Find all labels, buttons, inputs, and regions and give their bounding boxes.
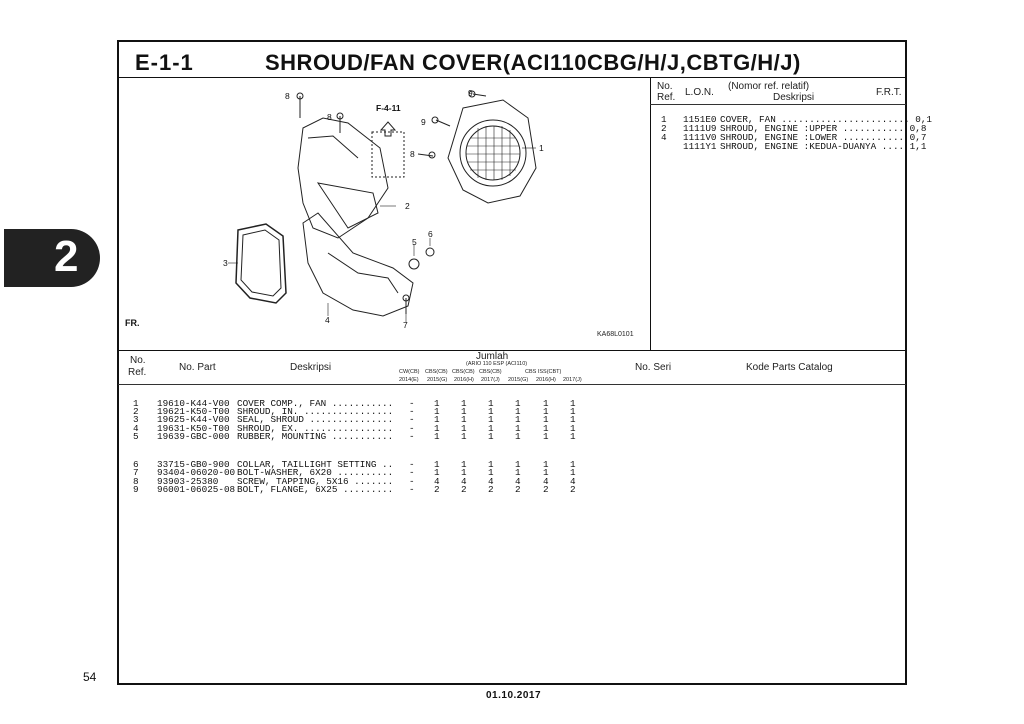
callout-9a: 9 — [468, 88, 473, 98]
callout-8a: 8 — [285, 91, 290, 101]
qty-col-bot: 2014(E) — [399, 377, 419, 383]
lon-col-lon: L.O.N. — [685, 87, 714, 98]
part-row-qty: 1 — [488, 467, 494, 478]
qty-col-bot: 2016(H) — [454, 377, 474, 383]
part-row-qty: 1 — [543, 467, 549, 478]
qty-col-bot: 2017(J) — [481, 377, 500, 383]
callout-8c: 8 — [410, 149, 415, 159]
lon-col-no: No. — [657, 81, 673, 92]
part-row-qty: - — [409, 406, 415, 417]
lon-row-lon: 1111U9 — [683, 123, 717, 134]
parts-qty-subheader: (ARIO 110 ESP (ACI110) — [466, 361, 528, 367]
part-row-number: 93404-06020-00 — [157, 467, 236, 478]
part-row-qty: 1 — [434, 414, 440, 425]
part-row-qty: 1 — [461, 431, 467, 442]
part-row-qty: 1 — [570, 414, 576, 425]
part-row-qty: - — [409, 459, 415, 470]
part-row-number: 96001-06025-08 — [157, 484, 236, 495]
part-row-ref: 5 — [133, 431, 139, 442]
page-number: 54 — [83, 670, 97, 684]
section-tab-label: 2 — [54, 232, 79, 281]
exploded-diagram — [118, 78, 648, 353]
up-arrow-icon — [381, 122, 395, 136]
part-row-qty: 1 — [434, 459, 440, 470]
lon-row-desc: SHROUD, ENGINE :LOWER ........... 0,7 — [720, 132, 927, 143]
front-direction-label: FR. — [125, 318, 140, 328]
part-row-qty: 1 — [461, 423, 467, 434]
part-row-qty: 1 — [543, 414, 549, 425]
qty-col-bot: 2016(H) — [536, 377, 556, 383]
revision-date: 01.10.2017 — [486, 690, 542, 701]
part-row-qty: 4 — [434, 476, 440, 487]
part-row-qty: 2 — [461, 484, 467, 495]
part-row-qty: 1 — [570, 423, 576, 434]
shroud-diagram-svg — [118, 78, 648, 348]
part-row-number: 93903-25380 — [157, 476, 219, 487]
lon-row-no: 2 — [661, 123, 667, 134]
part-row-qty: 1 — [488, 406, 494, 417]
callout-6: 6 — [428, 229, 433, 239]
part-row-qty: 1 — [488, 459, 494, 470]
part-row-qty: 1 — [488, 414, 494, 425]
part-row-description: SHROUD, IN. ................ — [237, 406, 394, 417]
part-row-qty: - — [409, 431, 415, 442]
part-row-description: COVER COMP., FAN ........... — [237, 398, 394, 409]
leader-lines — [228, 148, 536, 322]
part-row-qty: 2 — [543, 484, 549, 495]
lon-header-divider — [650, 104, 906, 105]
part-row-ref: 4 — [133, 423, 139, 434]
part-row-ref: 3 — [133, 414, 139, 425]
qty-col-bot: 2015(G) — [508, 377, 529, 383]
lon-row-no: 1 — [661, 114, 667, 125]
parts-header-divider — [118, 384, 906, 385]
part-row-qty: 2 — [488, 484, 494, 495]
f411-reference: F-4-11 — [376, 103, 401, 113]
diagram-image-code: KA68L0101 — [597, 331, 634, 338]
lon-row-lon: 1151E0 — [683, 114, 717, 125]
part-row-ref: 7 — [133, 467, 139, 478]
part-row-qty: 1 — [543, 406, 549, 417]
callout-1: 1 — [539, 143, 544, 153]
parts-col-qty: Jumlah — [476, 351, 509, 362]
callout-8b: 8 — [327, 112, 332, 122]
parts-col-serial: No. Seri — [635, 362, 672, 373]
part-row-qty: 1 — [515, 467, 521, 478]
lon-col-desc-top: (Nomor ref. relatif) — [728, 81, 810, 92]
section-code: E-1-1 — [135, 50, 194, 75]
part-row-qty: 4 — [461, 476, 467, 487]
part-row-qty: 1 — [461, 467, 467, 478]
part-row-qty: 1 — [570, 431, 576, 442]
lon-col-desc: Deskripsi — [773, 92, 815, 103]
part-row-qty: - — [409, 476, 415, 487]
part-row-number: 19625-K44-V00 — [157, 414, 230, 425]
fan-cover-part — [448, 100, 536, 203]
seal-part — [236, 224, 286, 303]
part-row-qty: 1 — [570, 406, 576, 417]
part-row-qty: 1 — [488, 431, 494, 442]
part-row-number: 19621-K50-T00 — [157, 406, 230, 417]
part-row-qty: 4 — [543, 476, 549, 487]
part-row-qty: 1 — [515, 414, 521, 425]
callout-7: 7 — [403, 320, 408, 330]
lon-row-no: 4 — [661, 132, 667, 143]
part-row-description: BOLT-WASHER, 6X20 .......... — [237, 467, 394, 478]
part-row-qty: 1 — [461, 398, 467, 409]
qty-col-bot: 2017(J) — [563, 377, 582, 383]
part-row-description: BOLT, FLANGE, 6X25 ......... — [237, 484, 394, 495]
section-tab[interactable] — [4, 229, 100, 287]
part-row-qty: 2 — [515, 484, 521, 495]
part-row-qty: 1 — [570, 467, 576, 478]
part-row-qty: 2 — [570, 484, 576, 495]
part-row-qty: 1 — [515, 431, 521, 442]
part-row-description: RUBBER, MOUNTING ........... — [237, 431, 394, 442]
callout-9b: 9 — [421, 117, 426, 127]
part-row-number: 33715-GB0-900 — [157, 459, 230, 470]
parts-col-desc: Deskripsi — [290, 362, 332, 373]
part-row-qty: 1 — [434, 431, 440, 442]
part-row-qty: 1 — [543, 459, 549, 470]
f411-bracket — [372, 132, 404, 177]
part-row-ref: 8 — [133, 476, 139, 487]
part-row-qty: 1 — [461, 414, 467, 425]
part-row-number: 19610-K44-V00 — [157, 398, 230, 409]
part-row-qty: - — [409, 414, 415, 425]
parts-col-ref: Ref. — [128, 367, 147, 378]
part-row-qty: 4 — [570, 476, 576, 487]
part-row-qty: 1 — [434, 423, 440, 434]
part-row-ref: 2 — [133, 406, 139, 417]
part-row-qty: 1 — [434, 398, 440, 409]
part-row-qty: 1 — [543, 423, 549, 434]
lon-row-lon: 1111Y1 — [683, 141, 717, 152]
part-row-description: COLLAR, TAILLIGHT SETTING .. — [237, 459, 394, 470]
part-row-qty: - — [409, 467, 415, 478]
lon-panel-divider — [650, 77, 651, 350]
part-row-description: SEAL, SHROUD ............... — [237, 414, 394, 425]
part-row-qty: 1 — [515, 459, 521, 470]
part-row-qty: - — [409, 484, 415, 495]
callout-5: 5 — [412, 237, 417, 247]
part-row-qty: 2 — [434, 484, 440, 495]
lon-row-desc: COVER, FAN ....................... 0,1 — [720, 114, 933, 125]
qty-col-top: CBS(CB) — [425, 369, 448, 375]
part-row-ref: 9 — [133, 484, 139, 495]
part-row-ref: 1 — [133, 398, 139, 409]
part-row-qty: 1 — [543, 431, 549, 442]
part-row-qty: - — [409, 398, 415, 409]
part-row-qty: 1 — [461, 406, 467, 417]
part-row-qty: 4 — [515, 476, 521, 487]
part-row-qty: 1 — [488, 423, 494, 434]
part-row-description: SHROUD, EX. ................ — [237, 423, 394, 434]
lon-col-frt: F.R.T. — [876, 87, 902, 98]
page-title: SHROUD/FAN COVER(ACI110CBG/H/J,CBTG/H/J) — [265, 50, 801, 75]
parts-col-no: No. — [130, 355, 146, 366]
part-row-ref: 6 — [133, 459, 139, 470]
part-row-qty: - — [409, 423, 415, 434]
parts-col-catalog: Kode Parts Catalog — [746, 362, 833, 373]
lon-row-desc: SHROUD, ENGINE :UPPER ........... 0,8 — [720, 123, 927, 134]
part-row-qty: 1 — [434, 406, 440, 417]
part-row-qty: 4 — [488, 476, 494, 487]
part-row-qty: 1 — [570, 398, 576, 409]
part-row-number: 19631-K50-T00 — [157, 423, 230, 434]
part-row-qty: 1 — [461, 459, 467, 470]
part-row-qty: 1 — [434, 467, 440, 478]
qty-col-top: CBS ISS(CBT) — [525, 369, 562, 375]
qty-col-top: CW(CB) — [399, 369, 420, 375]
upper-shroud-part — [298, 118, 388, 238]
part-row-qty: 1 — [515, 423, 521, 434]
lon-col-ref: Ref. — [657, 92, 676, 103]
part-row-qty: 1 — [515, 406, 521, 417]
parts-col-part: No. Part — [179, 362, 216, 373]
part-row-qty: 1 — [488, 398, 494, 409]
callout-2: 2 — [405, 201, 410, 211]
lon-row-desc: SHROUD, ENGINE :KEDUA-DUANYA .... 1,1 — [720, 141, 927, 152]
lower-shroud-part — [303, 213, 413, 316]
qty-col-top: CBS(CB) — [452, 369, 475, 375]
part-row-qty: 1 — [543, 398, 549, 409]
qty-col-bot: 2015(G) — [427, 377, 448, 383]
qty-col-top: CBS(CB) — [479, 369, 502, 375]
part-row-qty: 1 — [515, 398, 521, 409]
part-row-qty: 1 — [570, 459, 576, 470]
callout-3: 3 — [223, 258, 228, 268]
lon-row-lon: 1111V0 — [683, 132, 717, 143]
part-row-number: 19639-GBC-000 — [157, 431, 230, 442]
part-row-description: SCREW, TAPPING, 5X16 ....... — [237, 476, 394, 487]
callout-4: 4 — [325, 315, 330, 325]
